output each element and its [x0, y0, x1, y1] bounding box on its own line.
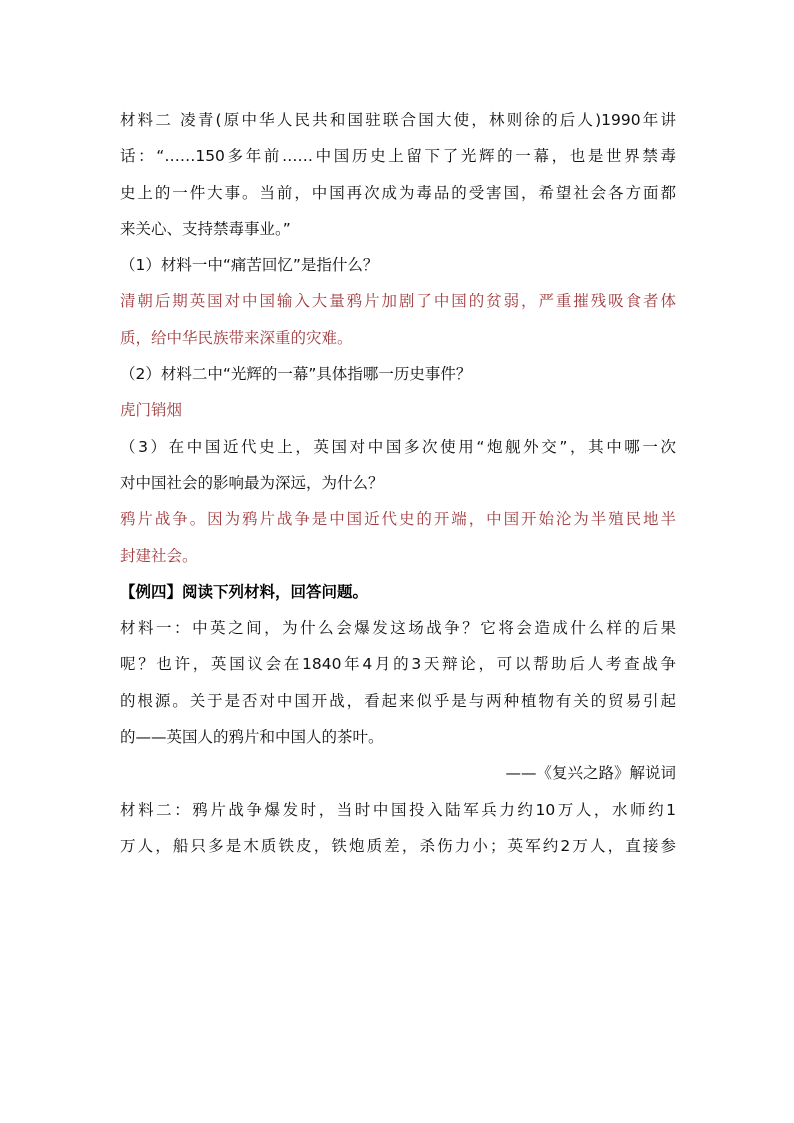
text-line: 的——英国人的鸦片和中国人的茶叶。 [120, 728, 384, 747]
text-line: 对中国社会的影响最为深远，为什么？ [120, 473, 384, 492]
text-line: （1）材料一中“痛苦回忆”是指什么？ [120, 256, 379, 275]
answer-line: 清朝后期英国对中国输入大量鸦片加剧了中国的贫弱，严重摧残吸食者体 [120, 292, 676, 311]
example-heading: 【例四】阅读下列材料，回答问题。 [120, 582, 369, 601]
text-line: 史上的一件大事。当前，中国再次成为毒品的受害国，希望社会各方面都 [120, 183, 676, 202]
text-line: （3）在中国近代史上，英国对中国多次使用“炮舰外交”，其中哪一次 [120, 437, 676, 456]
text-line: 万人，船只多是木质铁皮，铁炮质差，杀伤力小；英军约2万人，直接参 [120, 836, 676, 855]
source-attribution: ——《复兴之路》解说词 [505, 764, 676, 783]
text-line: 材料二：鸦片战争爆发时，当时中国投入陆军兵力约10万人，水师约1 [120, 800, 676, 819]
answer-line: 虎门销烟 [120, 401, 183, 420]
text-line: 的根源。关于是否对中国开战，看起来似乎是与两种植物有关的贸易引起 [120, 691, 676, 710]
text-line: 来关心、支持禁毒事业。” [120, 219, 291, 238]
text-line: （2）材料二中“光辉的一幕”具体指哪一历史事件？ [120, 365, 472, 384]
text-line: 呢？也许，英国议会在1840年4月的3天辩论，可以帮助后人考查战争 [120, 655, 676, 674]
answer-line: 质，给中华民族带来深重的灾难。 [120, 328, 353, 347]
answer-line: 鸦片战争。因为鸦片战争是中国近代史的开端，中国开始沦为半殖民地半 [120, 510, 676, 529]
text-line: 材料一：中英之间，为什么会爆发这场战争？它将会造成什么样的后果 [120, 619, 676, 638]
answer-line: 封建社会。 [120, 546, 198, 565]
text-line: 话：“……150多年前……中国历史上留下了光辉的一幕，也是世界禁毒 [120, 147, 676, 166]
document-body [120, 102, 676, 864]
text-line: 材料二 凌青(原中华人民共和国驻联合国大使，林则徐的后人)1990年讲 [120, 111, 676, 129]
